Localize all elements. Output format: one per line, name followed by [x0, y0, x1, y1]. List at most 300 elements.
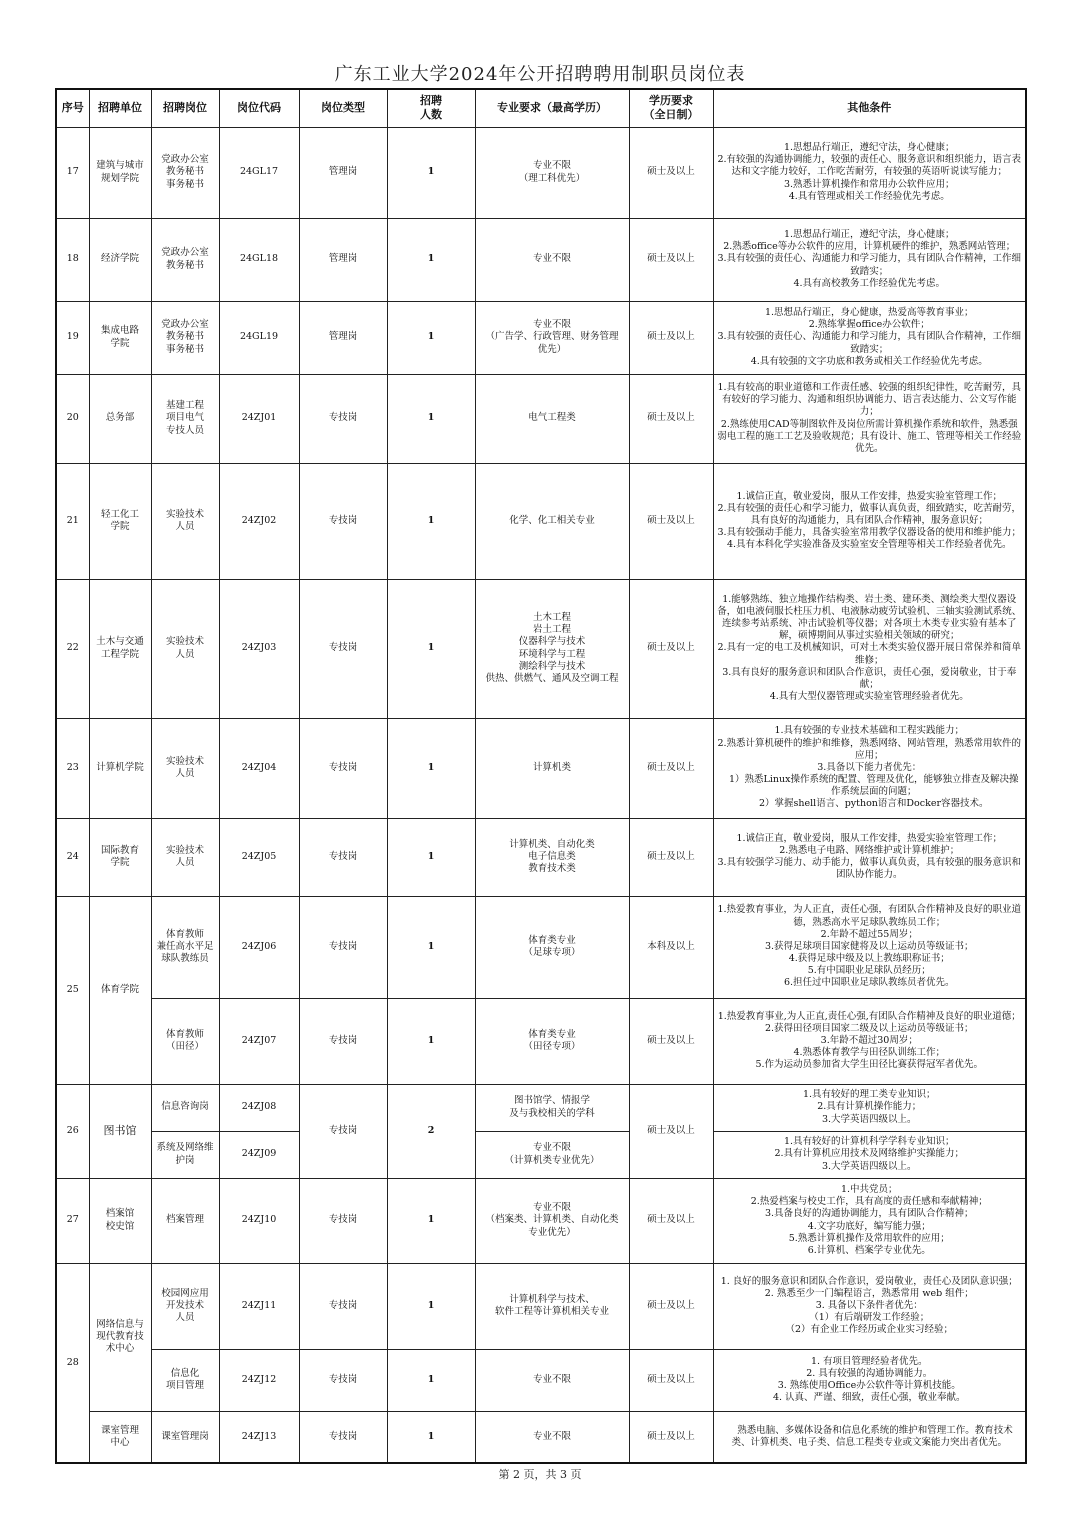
cell-unit [89, 818, 151, 896]
header-line: 招聘 [420, 94, 442, 108]
cell-line: 经济学院 [100, 253, 139, 265]
cell-line: 化学、化工相关专业 [509, 514, 595, 526]
cell-degree: 硕士及以上 [629, 1411, 713, 1463]
cell-code: 24ZJ05 [219, 818, 299, 896]
cell-line: 术中心 [105, 1343, 135, 1355]
cell-count: 1 [387, 896, 475, 998]
cell-line: 实验技术 [165, 844, 204, 856]
condition-item: 3.年龄不超过30周岁； [820, 1034, 918, 1046]
cell-line: 系统及网络维 [156, 1142, 214, 1154]
cell-line: （档案类、计算机类、自动化类 [485, 1214, 619, 1226]
condition-item: 1.诚信正直，敬业爱岗，服从工作安排，热爱实验室管理工作； [736, 832, 1003, 844]
cell-major [475, 1178, 629, 1263]
cell-unit [89, 218, 151, 301]
table-row [56, 1084, 1026, 1131]
cell-other [713, 1131, 1026, 1178]
condition-item: 2.具有较强的责任心和学习能力，做事认真负责，细致踏实，吃苦耐劳，具有良好的沟通能力，具有团队合作精神，服务意识好； [717, 502, 1022, 526]
cell-other [713, 1178, 1026, 1263]
condition-item: 5.作为运动员参加省大学生田径比赛获得冠军者优先。 [755, 1059, 984, 1071]
cell-no: 28 [56, 1263, 89, 1463]
condition-item: 3.大学英语四级以上。 [821, 1113, 917, 1125]
cell-major [475, 1084, 629, 1131]
condition-item: 2. 具有较强的沟通协调能力。 [806, 1367, 933, 1379]
header-type: 岗位类型 [299, 89, 387, 127]
cell-line: 体育类专业 [528, 934, 576, 946]
condition-item: 1.热爱教育事业，为人正直，责任心强，有团队合作精神及良好的职业道德，熟悉高水平足球队教练员工作； [717, 904, 1022, 928]
cell-no: 24 [56, 818, 89, 896]
cell-degree: 硕士及以上 [629, 998, 713, 1084]
header-position: 招聘岗位 [151, 89, 219, 127]
cell-line: （田径专项） [523, 1041, 581, 1052]
table-row [56, 1178, 1026, 1263]
cell-type: 专技岗 [299, 1178, 387, 1263]
cell-type: 专技岗 [299, 1263, 387, 1349]
condition-item: 4.具有管理或相关工作经验优先考虑。 [788, 190, 950, 202]
cell-count: 1 [387, 998, 475, 1084]
cell-count: 1 [387, 818, 475, 896]
cell-count: 1 [387, 374, 475, 463]
cell-line: 学院 [110, 337, 130, 349]
cell-degree: 硕士及以上 [629, 218, 713, 301]
condition-item: 2.熟练掌握office办公软件； [808, 319, 930, 331]
cell-type: 专技岗 [299, 579, 387, 718]
cell-line: 教务秘书 [165, 331, 204, 343]
condition-item: 4.具有本科化学实验准备及实验室安全管理等相关工作经验者优先。 [726, 539, 1012, 551]
condition-item: 3. 具备以下条件者优先： [815, 1299, 923, 1311]
cell-line: 计算机类 [532, 761, 571, 773]
cell-code: 24GL18 [219, 218, 299, 301]
cell-line: 信息咨询岗 [161, 1101, 209, 1113]
cell-line: 供热、供燃气、通风及空调工程 [485, 672, 619, 684]
cell-major [475, 818, 629, 896]
cell-line: 人员 [175, 1312, 195, 1324]
cell-type: 专技岗 [299, 1411, 387, 1463]
condition-item: 2.热爱档案与校史工作，具有高度的责任感和奉献精神； [750, 1196, 988, 1208]
cell-code: 24GL17 [219, 127, 299, 218]
header-degree [629, 89, 713, 127]
cell-unit [89, 127, 151, 218]
condition-subitem: 2）掌握shell语言、python语言和Docker容器技术。 [758, 798, 989, 810]
cell-count: 1 [387, 218, 475, 301]
cell-line: 学院 [110, 521, 130, 532]
condition-item: 6.担任过中国职业足球队教练员者优先。 [783, 977, 955, 989]
condition-item: 3.具有良好的服务意识和团队合作意识，责任心强，爱岗敬业，甘于奉献； [722, 666, 1017, 690]
cell-line: 专业不限 [532, 253, 571, 265]
condition-item: 1.具有较高的职业道德和工作责任感、较强的组织纪律性，吃苦耐劳，具有较好的学习能力、沟通和组织协调能力、语言表达能力、公文写作能力； [717, 382, 1022, 418]
cell-degree: 硕士及以上 [629, 718, 713, 818]
cell-line: 专业不限 [532, 1142, 571, 1154]
cell-other [713, 579, 1026, 718]
cell-major [475, 374, 629, 463]
cell-line: 护岗 [175, 1154, 195, 1166]
cell-code: 24ZJ04 [219, 718, 299, 818]
cell-code: 24ZJ03 [219, 579, 299, 718]
cell-other [713, 818, 1026, 896]
condition-item: 2.具有一定的电工及机械知识，可对土木类实验仪器开展日常保养和简单维修； [717, 642, 1022, 666]
header-line: 学历要求 [649, 94, 693, 108]
cell-no: 21 [56, 463, 89, 579]
cell-other [713, 1263, 1026, 1349]
cell-degree: 硕士及以上 [629, 463, 713, 579]
cell-count: 1 [387, 1411, 475, 1463]
condition-item: 2. 熟悉至少一门编程语言，熟悉常用 web 组件； [764, 1287, 974, 1299]
cell-count: 1 [387, 1178, 475, 1263]
table-row [56, 718, 1026, 818]
cell-degree: 硕士及以上 [629, 374, 713, 463]
cell-type: 专技岗 [299, 818, 387, 896]
cell-position [151, 1411, 219, 1463]
page-title: 广东工业大学2024年公开招聘聘用制职员岗位表 [334, 64, 746, 85]
cell-line: 基建工程 [165, 400, 204, 412]
cell-position [151, 127, 219, 218]
cell-degree: 硕士及以上 [629, 818, 713, 896]
cell-code: 24ZJ12 [219, 1349, 299, 1411]
condition-item: 2.具有计算机应用技术及网络维护实操能力； [774, 1148, 965, 1160]
cell-major [475, 1263, 629, 1349]
cell-position [151, 1349, 219, 1411]
cell-code: 24ZJ01 [219, 374, 299, 463]
condition-item: 2.熟悉office等办公软件的应用，计算机硬件的维护，熟悉网站管理； [723, 241, 1016, 253]
cell-line: 专技人员 [165, 424, 204, 436]
cell-other [713, 998, 1026, 1084]
cell-other [713, 374, 1026, 463]
cell-unit [89, 579, 151, 718]
cell-line: 专业不限 [532, 1373, 571, 1385]
cell-code: 24ZJ11 [219, 1263, 299, 1349]
condition-item: 3.具有较强的责任心、沟通能力和学习能力，具有团队合作精神，工作细致踏实； [717, 331, 1022, 355]
cell-line: 实验技术 [165, 755, 204, 767]
cell-position [151, 896, 219, 998]
cell-line: 土木与交通 [96, 636, 144, 648]
cell-type: 专技岗 [299, 374, 387, 463]
condition-item: 2.有较强的沟通协调能力，较强的责任心、服务意识和组织能力，语言表达和文字能力较好，工作吃苦耐劳，有较强的英语听说读写能力； [717, 154, 1022, 178]
cell-line: （广告学、行政管理、财务管理 [485, 331, 619, 343]
cell-line: 电气工程类 [528, 412, 576, 424]
cell-line: 档案馆 [105, 1208, 135, 1220]
cell-major [475, 127, 629, 218]
cell-line: 党政办公室 [161, 154, 209, 166]
cell-line: 计算机科学与技术、 [509, 1293, 595, 1305]
cell-line: 环境科学与工程 [518, 648, 586, 660]
cell-position [151, 218, 219, 301]
cell-major [475, 579, 629, 718]
cell-line: 项目电气 [165, 412, 204, 424]
condition-item: 2.年龄不超过55周岁； [820, 928, 918, 940]
table-row [56, 127, 1026, 218]
cell-type: 专技岗 [299, 998, 387, 1084]
cell-type: 专技岗 [299, 1349, 387, 1411]
condition-item: 4.文字功底好，编写能力强； [807, 1220, 931, 1232]
condition-item: 3.熟悉计算机操作和常用办公软件应用； [783, 178, 955, 190]
cell-line: （足球专项） [523, 947, 581, 958]
cell-line: 人员 [175, 768, 195, 779]
cell-line: 体育类专业 [528, 1028, 576, 1040]
cell-line: 球队教练员 [161, 953, 209, 965]
cell-line: 体育教师 [165, 928, 204, 940]
header-other: 其他条件 [713, 89, 1026, 127]
cell-degree: 硕士及以上 [629, 1263, 713, 1349]
cell-line: 体育学院 [100, 983, 139, 995]
condition-item: 2.熟练使用CAD等制图软件及岗位所需计算机操作系统和软件，熟悉强弱电工程的施工工艺及验收规范；具有设计、施工、管理等相关工作经验优先。 [717, 418, 1022, 454]
condition-item: 4. 认真、严谨、细致，责任心强，敬业奉献。 [772, 1392, 966, 1404]
cell-position [151, 579, 219, 718]
cell-major [475, 301, 629, 374]
cell-line: 开发技术 [165, 1299, 204, 1311]
condition-item: 5.有中国职业足球队员经历； [807, 965, 931, 977]
header-code: 岗位代码 [219, 89, 299, 127]
cell-line: 信息化 [170, 1367, 200, 1379]
condition-item: 3.具有较强学习能力、动手能力，做事认真负责，具有较强的服务意识和团队协作能力。 [717, 857, 1022, 881]
cell-line: 校史馆 [105, 1220, 135, 1232]
table-row [56, 218, 1026, 301]
cell-count: 1 [387, 301, 475, 374]
cell-line: 岩土工程 [532, 624, 571, 636]
cell-degree: 硕士及以上 [629, 127, 713, 218]
cell-line: 档案管理 [165, 1214, 204, 1226]
cell-line: 优先） [537, 343, 567, 355]
cell-degree: 硕士及以上 [629, 1349, 713, 1411]
cell-position [151, 374, 219, 463]
cell-line: 专业优先） [528, 1226, 576, 1238]
cell-degree: 硕士及以上 [629, 1084, 713, 1178]
header-unit: 招聘单位 [89, 89, 151, 127]
cell-position [151, 1263, 219, 1349]
cell-line: 人员 [175, 857, 195, 868]
cell-unit [89, 718, 151, 818]
cell-type: 专技岗 [299, 896, 387, 998]
table-row [56, 301, 1026, 374]
cell-line: （计算机类专业优先） [504, 1154, 600, 1166]
condition-item: 5.熟悉计算机操作及常用软件的应用； [788, 1232, 950, 1244]
cell-line: 软件工程等计算机相关专业 [494, 1306, 609, 1317]
condition-item: 4.具有较强的文字功底和教务或相关工作经验优先考虑。 [750, 355, 988, 367]
cell-count: 1 [387, 1263, 475, 1349]
condition-item: 熟悉电脑、多媒体设备和信息化系统的维护和管理工作。教育技术类、计算机类、电子类、信息工程类专业或文案能力突出者优先。 [731, 1424, 1013, 1448]
table-row [56, 1349, 1026, 1411]
cell-line: 网络信息与 [96, 1318, 144, 1330]
cell-line: 集成电路 [100, 325, 139, 337]
cell-line: 轻工化工 [100, 508, 139, 520]
cell-line: 总务部 [105, 412, 135, 424]
cell-code: 24ZJ13 [219, 1411, 299, 1463]
cell-major [475, 1349, 629, 1411]
condition-item: 3.具有较强动手能力，具备实验室常用教学仪器设备的使用和维护能力； [717, 527, 1022, 539]
cell-line: 课室管理 [100, 1424, 139, 1436]
cell-degree: 硕士及以上 [629, 579, 713, 718]
table-row [56, 579, 1026, 718]
condition-item: 1.思想品行端正，遵纪守法，身心健康； [783, 229, 955, 241]
cell-line: 中心 [110, 1436, 130, 1448]
cell-unit [89, 1178, 151, 1263]
condition-item: 3. 熟练使用Office办公软件等计算机技能。 [777, 1380, 961, 1391]
cell-line: 仪器科学与技术 [518, 636, 586, 648]
condition-item: 3.获得足球项目国家健将及以上运动员等级证书； [764, 940, 974, 952]
cell-count: 1 [387, 718, 475, 818]
cell-degree: 本科及以上 [629, 896, 713, 998]
cell-no: 22 [56, 579, 89, 718]
cell-type: 管理岗 [299, 127, 387, 218]
cell-line: 电子信息类 [528, 850, 576, 862]
condition-item: 2.具有计算机操作能力； [817, 1101, 922, 1113]
cell-major [475, 896, 629, 998]
header-line: 人数 [420, 108, 442, 122]
cell-no: 25 [56, 896, 89, 1084]
cell-no: 19 [56, 301, 89, 374]
cell-code: 24GL19 [219, 301, 299, 374]
condition-item: 4.获得足球中级及以上教练职称证书； [788, 953, 950, 965]
condition-item: 2.熟悉电子电路、网络维护或计算机维护； [779, 844, 960, 856]
header-count [387, 89, 475, 127]
condition-item: 1.具有较好的理工类专业知识； [802, 1089, 936, 1101]
condition-subitem: （1）有后端研发工作经验； [809, 1312, 930, 1324]
cell-line: 教务秘书 [165, 259, 204, 271]
cell-line: 计算机类、自动化类 [509, 838, 595, 850]
cell-other [713, 218, 1026, 301]
condition-item: 3.具有较强的责任心、沟通能力和学习能力，具有团队合作精神，工作细致踏实； [717, 253, 1022, 277]
cell-no: 26 [56, 1084, 89, 1178]
cell-type: 管理岗 [299, 218, 387, 301]
condition-item: 1.思想品行端正，遵纪守法，身心健康； [783, 142, 955, 154]
cell-code: 24ZJ09 [219, 1131, 299, 1178]
cell-line: 专业不限 [532, 1202, 571, 1214]
cell-other [713, 301, 1026, 374]
table-row [56, 1263, 1026, 1349]
cell-other [713, 1411, 1026, 1463]
cell-other [713, 718, 1026, 818]
cell-line: 计算机学院 [96, 761, 144, 773]
cell-unit [89, 463, 151, 579]
cell-other [713, 896, 1026, 998]
cell-line: 专业不限 [532, 1430, 571, 1442]
cell-count: 1 [387, 463, 475, 579]
table-row [56, 463, 1026, 579]
cell-other [713, 463, 1026, 579]
cell-line: 现代教育技 [96, 1330, 144, 1342]
cell-unit [89, 301, 151, 374]
positions-table [55, 88, 1027, 1464]
cell-line: 兼任高水平足 [156, 940, 214, 952]
cell-no: 18 [56, 218, 89, 301]
cell-line: 教务秘书 [165, 166, 204, 178]
cell-line: 项目管理 [165, 1380, 204, 1391]
condition-item: 4.熟悉体育教学与田径队训练工作； [793, 1047, 946, 1059]
cell-major [475, 1411, 629, 1463]
cell-position [151, 1084, 219, 1131]
cell-unit [89, 896, 151, 1084]
condition-item: 1.热爱教育事业,为人正直,责任心强,有团队合作精神及良好的职业道德； [717, 1010, 1021, 1022]
cell-line: 国际教育 [100, 844, 139, 856]
condition-item: 6.计算机、档案学专业优先。 [807, 1244, 931, 1256]
cell-degree: 硕士及以上 [629, 301, 713, 374]
condition-item: 1.诚信正直，敬业爱岗，服从工作安排，热爱实验室管理工作； [736, 490, 1003, 502]
condition-item: 3.大学英语四级以上。 [821, 1160, 917, 1172]
cell-code: 24ZJ10 [219, 1178, 299, 1263]
cell-line: 人员 [175, 648, 195, 660]
cell-line: 事务秘书 [165, 178, 204, 190]
condition-item: 2.熟悉计算机硬件的维护和维修，熟悉网络、网站管理，熟悉常用软件的应用； [717, 737, 1022, 761]
cell-line: （田径） [165, 1041, 204, 1052]
cell-code: 24ZJ06 [219, 896, 299, 998]
cell-line: 党政办公室 [161, 247, 209, 259]
cell-line: 建筑与城市 [96, 160, 144, 172]
cell-major [475, 998, 629, 1084]
table-row [56, 1411, 1026, 1463]
cell-type: 专技岗 [299, 1084, 387, 1178]
cell-line: 专业不限 [532, 319, 571, 331]
table-row [56, 998, 1026, 1084]
header-no: 序号 [56, 89, 89, 127]
condition-item: 1.能够熟练、独立地操作结构类、岩土类、建环类、测绘类大型仪器设备，如电液伺服长柱压力机、电液脉动疲劳试验机、三轴实验测试系统、连续参考站系统、冲击试验机等仪器；对各项土木类专业实验有基本了解，硕博期间从事过实验相关领域的研究； [717, 593, 1022, 642]
cell-line: 校园网应用 [161, 1287, 209, 1299]
cell-major [475, 718, 629, 818]
cell-line: 图书馆 [103, 1123, 137, 1137]
condition-item: 1. 有项目管理经验者优先。 [810, 1355, 928, 1367]
cell-degree: 硕士及以上 [629, 1178, 713, 1263]
cell-line: 学院 [110, 857, 130, 868]
cell-major [475, 218, 629, 301]
table-row [56, 374, 1026, 463]
table-row [56, 1131, 1026, 1178]
condition-item: 1.思想品行端正，身心健康，热爱高等教育事业； [764, 307, 974, 319]
cell-count: 1 [387, 127, 475, 218]
condition-item: 2.获得田径项目国家二级及以上运动员等级证书； [764, 1022, 974, 1034]
table-row [56, 818, 1026, 896]
cell-line: 图书馆学、情报学 [513, 1095, 590, 1107]
cell-position [151, 818, 219, 896]
header-line: （全日制） [643, 108, 699, 122]
cell-line: 体育教师 [165, 1028, 204, 1040]
cell-line: 专业不限 [532, 160, 571, 172]
cell-type: 专技岗 [299, 463, 387, 579]
condition-item: 1.具有较强的专业技术基础和工程实践能力； [774, 725, 965, 737]
cell-other [713, 1349, 1026, 1411]
condition-item: 1.具有较好的计算机科学学科专业知识； [783, 1136, 955, 1148]
page-footer: 第 2 页，共 3 页 [498, 1468, 582, 1481]
cell-line: 工程学院 [100, 648, 139, 660]
cell-count: 1 [387, 579, 475, 718]
cell-no: 27 [56, 1178, 89, 1263]
cell-count: 1 [387, 1349, 475, 1411]
cell-no: 17 [56, 127, 89, 218]
cell-other [713, 1084, 1026, 1131]
cell-major [475, 1131, 629, 1178]
cell-other [713, 127, 1026, 218]
condition-item: 1. 良好的服务意识和团队合作意识，爱岗敬业，责任心及团队意识强； [720, 1275, 1018, 1287]
condition-subitem: 1）熟悉Linux操作系统的配置、管理及优化，能够独立排查及解决操作系统层面的问题； [729, 774, 1019, 798]
cell-count: 2 [387, 1084, 475, 1178]
cell-no: 20 [56, 374, 89, 463]
cell-code: 24ZJ07 [219, 998, 299, 1084]
cell-line: 教育技术类 [528, 863, 576, 875]
condition-item: 4.具有大型仪器管理或实验室管理经验者优先。 [769, 691, 969, 703]
cell-position [151, 1131, 219, 1178]
condition-subitem: （2）有企业工作经历或企业实习经验； [785, 1324, 954, 1336]
cell-code: 24ZJ02 [219, 463, 299, 579]
cell-major [475, 463, 629, 579]
cell-position [151, 718, 219, 818]
cell-type: 管理岗 [299, 301, 387, 374]
cell-line: 实验技术 [165, 636, 204, 648]
cell-line: 实验技术 [165, 508, 204, 520]
cell-unit [89, 1263, 151, 1411]
cell-line: 课室管理岗 [161, 1430, 209, 1442]
cell-position [151, 463, 219, 579]
condition-item: 1.中共党员； [840, 1184, 898, 1196]
condition-item: 4.具有高校教务工作经验优先考虑。 [793, 277, 946, 289]
cell-unit [89, 1411, 151, 1463]
cell-line: 规划学院 [100, 172, 139, 184]
cell-type: 专技岗 [299, 718, 387, 818]
